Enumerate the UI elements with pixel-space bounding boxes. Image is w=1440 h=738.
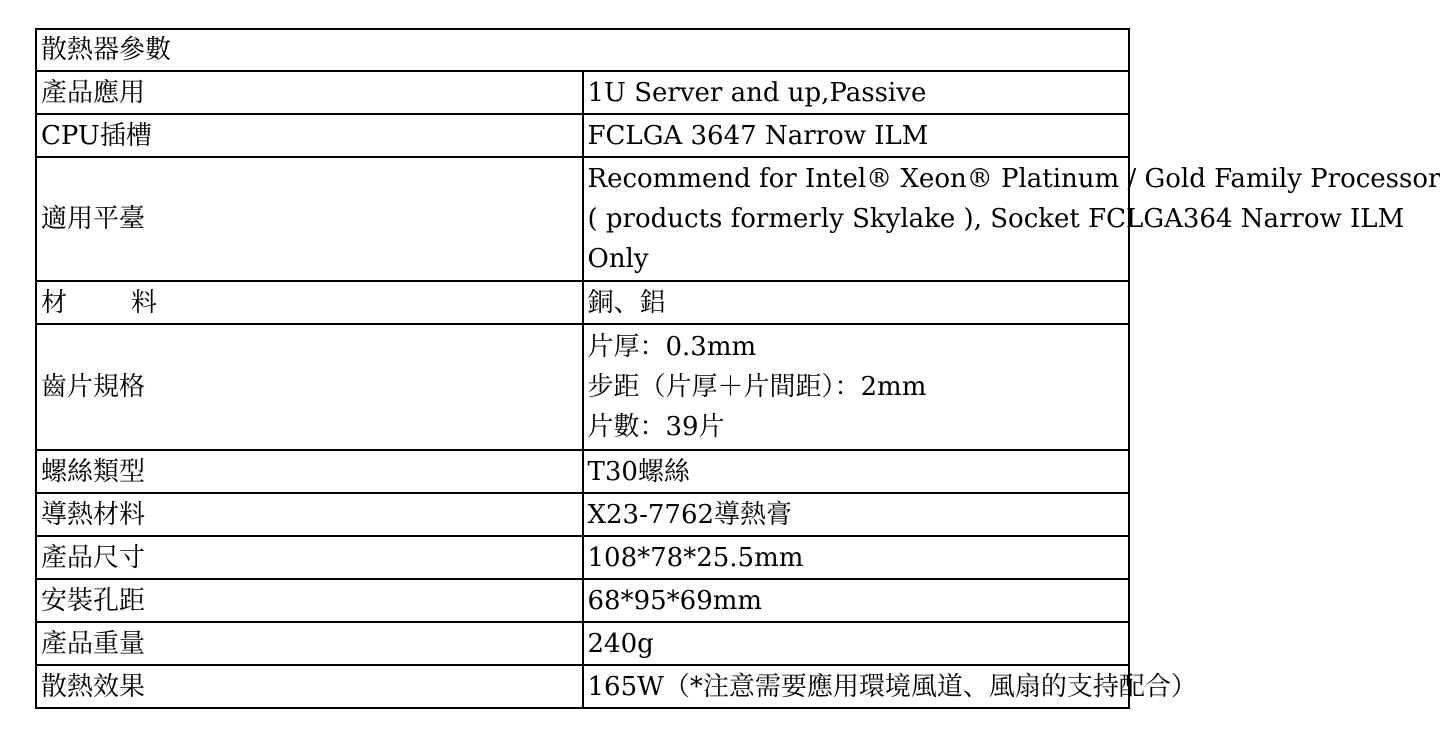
row-label-part: 材 xyxy=(41,287,68,318)
row-value-line: 片數：39片 xyxy=(587,412,725,442)
table-row xyxy=(36,665,1129,708)
row-label: CPU插槽 xyxy=(36,114,583,157)
row-label-part: 料 xyxy=(131,287,158,318)
row-value: 108*78*25.5mm xyxy=(583,536,1130,579)
row-value: X23-7762導熱膏 xyxy=(583,493,1130,536)
row-label: 安裝孔距 xyxy=(36,579,583,622)
row-label: 產品應用 xyxy=(36,71,583,114)
row-value: T30螺絲 xyxy=(583,450,1130,493)
row-value xyxy=(583,157,1440,281)
row-value-line: 片厚：0.3mm xyxy=(587,332,757,362)
row-value: FCLGA 3647 Narrow ILM xyxy=(583,114,1130,157)
row-value: 銅、鋁 xyxy=(583,281,1130,324)
table-row xyxy=(36,157,1129,281)
row-value-line: 步距（片厚＋片間距）：2mm xyxy=(587,372,927,402)
row-label: 產品重量 xyxy=(36,622,583,665)
table-row xyxy=(36,71,1129,114)
row-value xyxy=(583,324,1130,450)
spec-table xyxy=(35,28,1440,709)
row-label xyxy=(36,281,583,324)
row-value-line: Only xyxy=(587,244,649,274)
row-value: 165W（*注意需要應用環境風道、風扇的支持配合） xyxy=(583,665,1130,708)
table-row xyxy=(36,324,1129,450)
row-label: 散熱效果 xyxy=(36,665,583,708)
row-label: 螺絲類型 xyxy=(36,450,583,493)
table-row xyxy=(36,622,1129,665)
table-title-row xyxy=(36,29,1129,71)
table-row xyxy=(36,493,1129,536)
row-value-line: ( products formerly Skylake ), Socket FCLGA364 Narrow ILM xyxy=(587,204,1405,234)
table-row xyxy=(36,579,1129,622)
row-value: 240g xyxy=(583,622,1130,665)
row-value: 1U Server and up,Passive xyxy=(583,71,1130,114)
table-row xyxy=(36,281,1129,324)
table-title: 散熱器參數 xyxy=(36,29,1129,71)
table-row xyxy=(36,114,1129,157)
table-row xyxy=(36,450,1129,493)
row-value-line: Recommend for Intel® Xeon® Platinum / Gold Family Processor xyxy=(587,164,1440,194)
row-label: 齒片規格 xyxy=(36,324,583,450)
table-row xyxy=(36,536,1129,579)
row-label: 產品尺寸 xyxy=(36,536,583,579)
row-label: 導熱材料 xyxy=(36,493,583,536)
row-label: 適用平臺 xyxy=(36,157,583,281)
row-value: 68*95*69mm xyxy=(583,579,1130,622)
